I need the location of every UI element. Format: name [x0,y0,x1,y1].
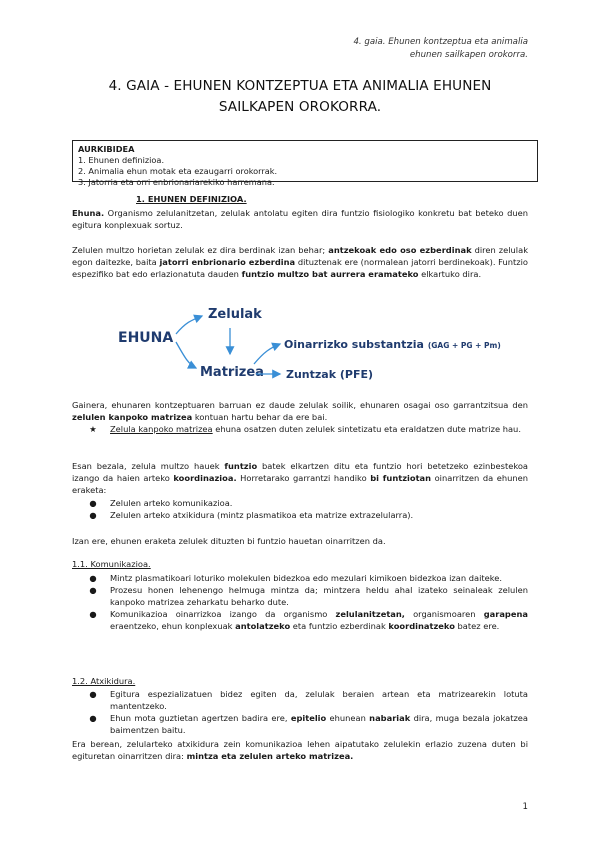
list-item [72,584,528,608]
diagram-label-matrizea: Matrizea [200,365,264,380]
diagram-label-zelulak: Zelulak [208,307,262,322]
bold-span: zelulen kanpoko matrizea [72,412,193,422]
text-span: Zelulen multzo horietan zelulak ez dira berdinak izan behar; [72,245,329,255]
list-item [72,572,528,584]
bullet-icon: ● [89,609,97,619]
paragraph-izan-ere: Izan ere, ehunen eraketa zelulek dituzten bi funtzio hauetan oinarritzen da. [72,536,386,546]
bullet-icon: ● [89,573,97,583]
paragraph-zelulen-multzo [72,244,528,280]
arrow-matrizea-oinarrizko [254,344,280,364]
list-item [72,712,528,736]
text-span: elkartuko dira. [418,269,482,279]
bold-span: epitelio [290,713,327,723]
text-span: batez ere. [454,621,500,631]
toc-item: 1. Ehunen definizioa. [78,155,165,165]
bold-span: mintza eta zelulen arteko matrizea. [186,751,354,761]
bold-span: bi funtziotan [370,473,432,483]
text-span: kontuan hartu behar da ere bai. [192,412,328,422]
ehuna-diagram [100,298,520,390]
oinarrizko-sub: (GAG + PG + Pm) [427,341,501,350]
text-span: Egitura espezializatuen bidez egiten da, zelulak beraien artean eta matrizearekin lotuta mantentzeko. [110,689,528,711]
header-line-1: 4. gaia. Ehunen kontzeptua eta animalia [353,37,528,47]
list-item [72,509,528,521]
bullet-icon: ● [89,585,97,595]
list-item [72,497,528,509]
bold-span: jatorri enbrionario ezberdina [159,257,296,267]
bold-span: antzekoak edo oso ezberdinak [328,245,472,255]
star-list [72,423,528,435]
diagram-label-ehuna: EHUNA [118,330,174,346]
arrow-ehuna-zelulak [176,316,202,334]
text-span: Horretarako garrantzi handiko [236,473,371,483]
list-item [72,423,528,435]
table-of-contents-box [72,140,538,187]
bullet-icon: ● [89,713,97,723]
header-line-2: ehunen sailkapen orokorra. [409,50,528,60]
diagram-label-zuntzak: Zuntzak (PFE) [286,368,374,381]
text-span: Mintz plasmatikoari loturiko molekulen bidezkoa edo mezulari kimikoen bidezkoa izan daiteke. [110,573,503,583]
bold-span: koordinazioa. [173,473,237,483]
bold-span: garapena [483,609,528,619]
underlined-term: Zelula kanpoko matrizea [110,424,213,434]
bullet-list-funtzioak [72,497,528,521]
toc-item: 3. Jatorria eta orri enbrionariarekiko harremana. [78,177,275,187]
bold-span: nabariak [369,713,411,723]
oinarrizko-main: Oinarrizko substantzia [284,338,424,351]
text-span: ehuna osatzen duten zelulek sintetizatu eta eraldatzen dute matrize hau. [212,424,521,434]
text-span: dituztenak ere (normalean jatorri berdinekoak). Funtzio espezifiko bat edo erlazionatuta dauden [72,257,529,279]
subsection-1-1-heading: 1.1. Komunikazioa. [72,559,151,569]
toc-heading: AURKIBIDEA [78,144,135,154]
text-span: eta funtzio ezberdinak [290,621,389,631]
bullet-icon: ● [89,510,97,520]
bullet-list-atxikidura [72,688,528,736]
paragraph-matrizea [72,399,528,423]
text-span: eraentzeko, ehun konplexuak [110,621,236,631]
paragraph-koordinazioa [72,460,528,496]
text-span: Prozesu honen lehenengo helmuga mintza da; mintzera heldu ahal izateko seinaleak zelulen kanpoko matrizea zeharkatu beharko dute. [110,585,528,607]
arrow-ehuna-matrizea [176,342,196,368]
page-number: 1 [522,802,528,812]
text-span: Komunikazioa oinarrizkoa izango da organismo [110,609,336,619]
text-span: Organismo zelulanitzetan, zelulak antolatu egiten dira funtzio fisiologiko konkretu bat beteko duen egitura konplexuak sortuz. [72,208,528,230]
bold-span: antolatzeko [235,621,291,631]
text-span: Esan bezala, zelula multzo hauek [72,461,225,471]
bold-span: koordinatzeko [388,621,455,631]
title-line-2: SAILKAPEN OROKORRA. [218,99,382,115]
list-item [72,608,528,632]
bullet-icon: ● [89,498,97,508]
text-span: diren zelulak egon daitezke, baita [72,245,528,267]
title-line-1: 4. GAIA - EHUNEN KONTZEPTUA ETA ANIMALIA EHUNEN [108,78,492,94]
toc-item: 2. Animalia ehun motak eta ezaugarri orokorrak. [78,166,278,176]
star-bullet-icon: ★ [89,424,97,434]
text-span: batek elkartzen ditu eta funtzio hori betetzeko ezinbestekoa izango da haien arteko [72,461,529,483]
text-span: organismoaren [404,609,484,619]
text-span: Gainera, ehunaren kontzeptuaren barruan ez daude zelulak soilik, ehunaren osagai oso garrantzitsua den [72,400,528,410]
text-span: Zelulen arteko atxikidura (mintz plasmatikoa eta matrize extrazelularra). [110,510,414,520]
bold-span: funtzio [224,461,258,471]
list-item [72,688,528,712]
bold-span: funtzio multzo bat aurrera eramateko [241,269,419,279]
section-1-heading: 1. EHUNEN DEFINIZIOA. [136,194,247,204]
text-span: Zelulen arteko komunikazioa. [110,498,233,508]
text-span: ehunean [326,713,370,723]
term-ehuna: Ehuna. [72,208,105,218]
paragraph-era-berean [72,738,528,762]
text-span: Era berean, zelularteko atxikidura zein komunikazioa lehen aipatutako zelulekin erlazio zuzena duten bi egituretan oinarritzen dira: [72,739,528,761]
paragraph-ehuna-definition [72,207,528,231]
text-span: dira, muga bezala jokatzea baimentzen baitu. [110,713,528,735]
diagram-label-oinarrizko [284,338,501,351]
text-span: oinarritzen da ehunen eraketa: [72,473,528,495]
page-title [72,76,528,118]
bullet-icon: ● [89,689,97,699]
bullet-list-komunikazioa [72,572,528,632]
subsection-1-2-heading: 1.2. Atxikidura. [72,676,136,686]
running-header [353,36,528,62]
bold-span: zelulanitzetan, [335,609,405,619]
text-span: Ehun mota guztietan agertzen badira ere, [110,713,291,723]
